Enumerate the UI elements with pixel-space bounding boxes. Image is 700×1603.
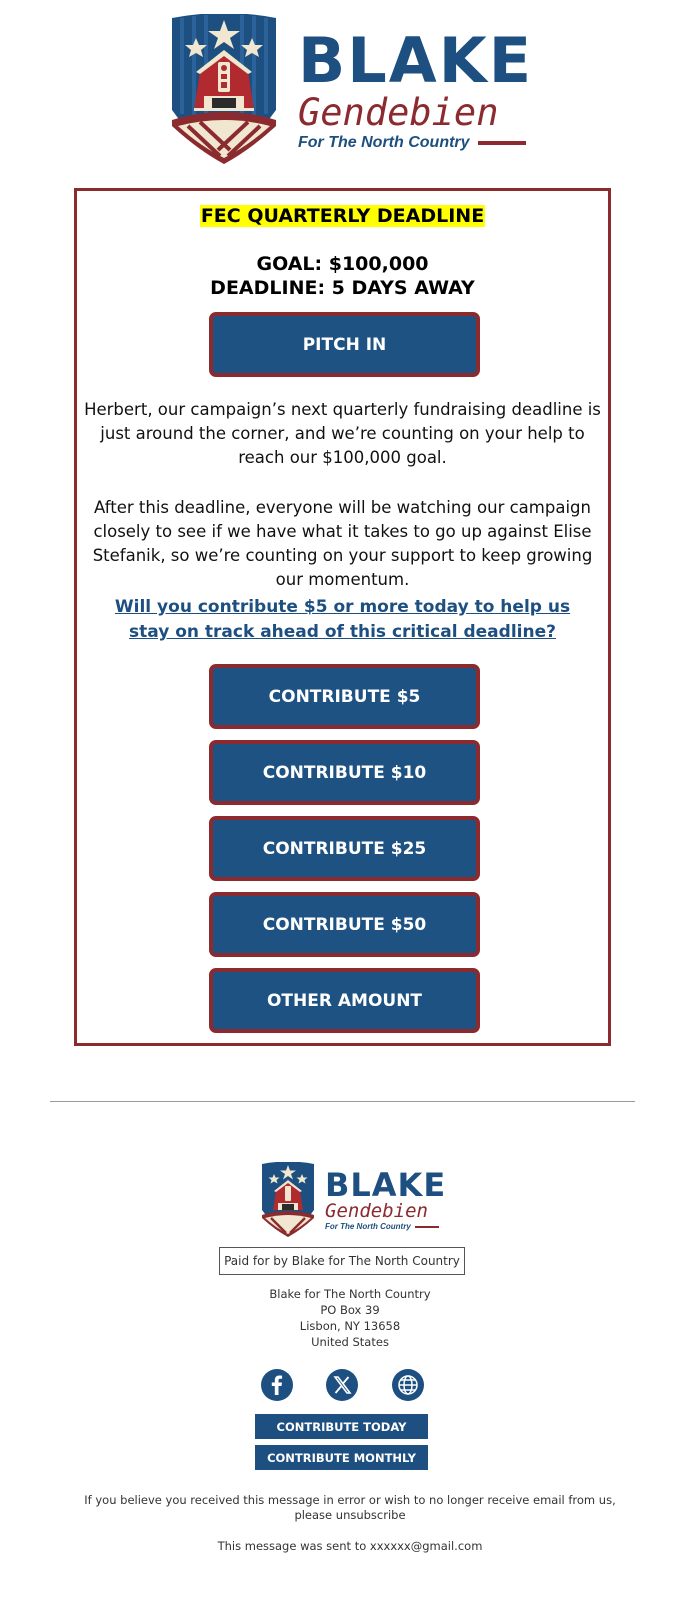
mailing-address [0,1286,700,1350]
footer-logo-first-name: BLAKE [325,1166,447,1204]
fundraising-box [74,188,611,1046]
unsubscribe-notice[interactable]: If you believe you received this message in error or wish to no longer receive email from us, please unsubscribe [84,1493,616,1522]
address-org: Blake for The North Country [269,1287,431,1301]
x-icon[interactable] [326,1369,358,1401]
footer-logo [260,1162,446,1238]
footer-logo-tagline: For The North Country [325,1223,446,1231]
contribute-monthly-button[interactable]: CONTRIBUTE MONTHLY [255,1445,428,1470]
contribute-5-button[interactable]: CONTRIBUTE $5 [209,664,480,729]
contribute-today-button[interactable]: CONTRIBUTE TODAY [255,1414,428,1439]
address-city: Lisbon, NY 13658 [299,1319,401,1333]
barn-crest-icon [168,14,280,166]
address-country: United States [311,1335,389,1349]
facebook-icon[interactable] [261,1369,293,1401]
globe-icon[interactable] [392,1369,424,1401]
footer-logo-last-name: Gendebien [325,1200,428,1222]
barn-crest-icon [260,1162,316,1238]
intro-paragraph: Herbert, our campaign’s next quarterly fundraising deadline is just around the corner, and we’re counting on your help to reach our $100,000 goal. [84,400,601,467]
contribute-25-button[interactable]: CONTRIBUTE $25 [209,816,480,881]
contribute-50-button[interactable]: CONTRIBUTE $50 [209,892,480,957]
goal-text: GOAL: $100,000 [256,253,429,275]
other-amount-button[interactable]: OTHER AMOUNT [209,968,480,1033]
campaign-logo [168,14,533,166]
contribute-ask-link[interactable]: Will you contribute $5 or more today to help us stay on track ahead of this critical deadline? [114,597,571,642]
deadline-text: DEADLINE: 5 DAYS AWAY [210,277,475,299]
tagline-bar [478,141,526,145]
footer-divider [50,1101,635,1102]
address-po-box: PO Box 39 [320,1303,380,1317]
logo-last-name: Gendebien [298,91,499,134]
logo-wordmark [298,24,534,151]
paid-for-disclaimer: Paid for by Blake for The North Country [219,1247,465,1275]
logo-tagline: For The North Country [298,135,533,151]
tagline-bar [415,1226,439,1228]
contribute-10-button[interactable]: CONTRIBUTE $10 [209,740,480,805]
logo-first-name: BLAKE [298,24,534,97]
pitch-in-button[interactable]: PITCH IN [209,312,480,377]
footer-logo-wordmark [325,1166,447,1231]
deadline-title: FEC QUARTERLY DEADLINE [200,205,485,227]
sent-to-notice: This message was sent to xxxxxx@gmail.com [217,1539,483,1553]
momentum-paragraph: After this deadline, everyone will be watching our campaign closely to see if we have what it takes to go up against Elise Stefanik, so we’re counting on your support to keep growing our momentum. [92,498,593,589]
